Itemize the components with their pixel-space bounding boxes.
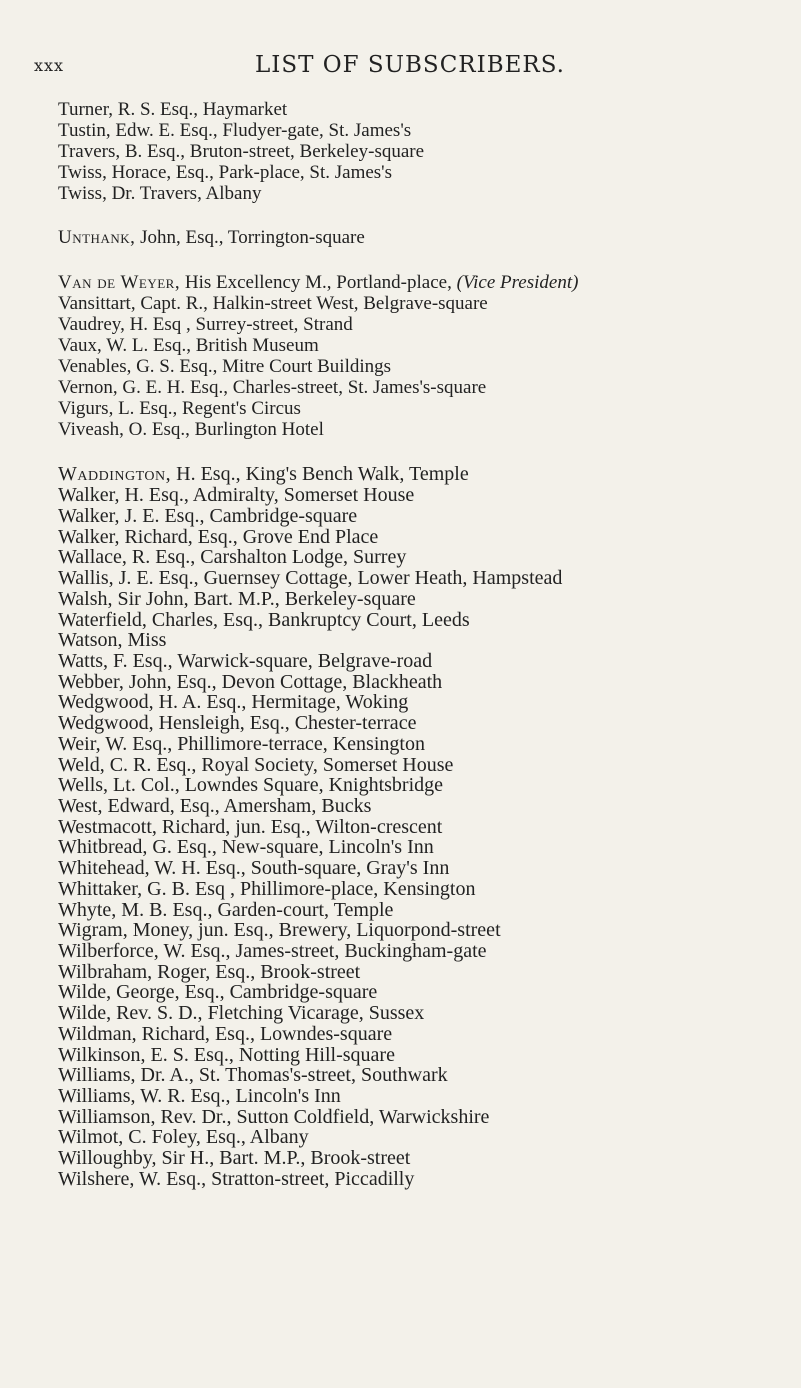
subscriber-entry: [58, 228, 798, 249]
subscriber-entry: [58, 142, 798, 163]
subscriber-name: Wedgwood, H. A.: [58, 691, 202, 714]
subscriber-address: Esq., Regent's Circus: [134, 397, 301, 419]
subscriber-note: (Vice President): [456, 272, 579, 294]
subscriber-name: Waterfield, Charles,: [58, 608, 218, 631]
subscriber-name: Wilbraham, Roger,: [58, 960, 211, 983]
subscriber-name: Walker, J. E.: [58, 504, 160, 527]
subscriber-entry: [58, 485, 798, 506]
subscriber-name: Vernon, G. E. H.: [58, 376, 186, 398]
subscriber-entry: [58, 982, 798, 1003]
subscriber-address: Bart. M.P., Brook-street: [214, 1147, 411, 1170]
subscriber-entry: [58, 920, 798, 941]
section-t: [58, 100, 798, 204]
subscriber-name: Watson, Miss: [58, 629, 167, 652]
subscriber-entry: [58, 1003, 798, 1024]
subscriber-address: Esq., Brewery, Liquorpond-street: [228, 919, 501, 942]
subscriber-address: Esq., Grove End Place: [192, 525, 379, 548]
subscriber-entry: [58, 184, 798, 205]
subscriber-address: Sutton Coldfield, Warwickshire: [231, 1105, 490, 1128]
subscriber-list: [58, 100, 798, 1190]
subscriber-entry: [58, 630, 798, 651]
subscriber-name: Wallis, J. E.: [58, 567, 154, 590]
subscriber-name: Vaudrey, H.: [58, 314, 149, 336]
subscriber-address: Esq., British Museum: [148, 335, 319, 357]
subscriber-name: Wilmot, C. Foley,: [58, 1126, 201, 1149]
subscriber-name: Williams, W. R.: [58, 1085, 186, 1108]
subscriber-address: His Excellency M., Portland-place,: [180, 272, 457, 294]
subscriber-entry: [58, 672, 798, 693]
subscriber-name: Wallace, R.: [58, 546, 151, 569]
subscriber-address: St. Thomas's-street, Southwark: [193, 1064, 448, 1087]
subscriber-entry: [58, 1045, 798, 1066]
subscriber-address: Albany: [201, 182, 262, 204]
subscriber-address: Esq., Lowndes-square: [209, 1022, 393, 1045]
subscriber-address: Esq , Surrey-street, Strand: [148, 314, 353, 336]
subscriber-entry: [58, 1148, 798, 1169]
subscriber-address: Esq., Albany: [200, 1126, 309, 1149]
subscriber-entry: [58, 1086, 798, 1107]
subscriber-name: Wilde, Rev. S. D.,: [58, 1002, 203, 1025]
subscriber-name: Wedgwood, Hensleigh,: [58, 712, 245, 735]
subscriber-entry: [58, 651, 798, 672]
subscriber-address: Esq., Bruton-street, Berkeley-square: [142, 140, 425, 162]
subscriber-name: Unthank,: [58, 227, 136, 249]
subscriber-entry: [58, 900, 798, 921]
subscriber-entry: [58, 1065, 798, 1086]
subscriber-entry: [58, 837, 798, 858]
subscriber-name: Whitehead, W. H.: [58, 857, 201, 880]
subscriber-name: Wigram, Money, jun.: [58, 919, 229, 942]
subscriber-entry: [58, 163, 798, 184]
subscriber-name: Webber, John,: [58, 670, 172, 693]
subscriber-name: Weir, W.: [58, 732, 128, 755]
subscriber-address: Esq., Notting Hill-square: [188, 1043, 395, 1066]
subscriber-entry: [58, 713, 798, 734]
subscriber-name: Whittaker, G. B.: [58, 877, 190, 900]
subscriber-address: Esq., Carshalton Lodge, Surrey: [150, 546, 407, 569]
subscriber-name: Viveash, O.: [58, 418, 148, 440]
subscriber-name: Willoughby, Sir H.,: [58, 1147, 215, 1170]
subscriber-address: John, Esq., Torrington-square: [135, 227, 365, 249]
subscriber-entry: [58, 796, 798, 817]
subscriber-address: Esq., Guernsey Cottage, Lower Heath, Hampstead: [153, 567, 563, 590]
subscriber-address: Esq., Chester-terrace: [244, 712, 417, 735]
section-v: [58, 273, 798, 440]
subscriber-name: Wilshere, W.: [58, 1167, 162, 1190]
subscriber-address: Esq., Stratton-street, Piccadilly: [161, 1167, 415, 1190]
subscriber-address: Lowndes Square, Knightsbridge: [179, 774, 444, 797]
subscriber-entry: [58, 1107, 798, 1128]
section-u: [58, 228, 798, 249]
subscriber-name: Wildman, Richard,: [58, 1022, 210, 1045]
subscriber-name: Weld, C. R.: [58, 753, 152, 776]
subscriber-address: Esq., Lincoln's Inn: [185, 1085, 341, 1108]
subscriber-entry: [58, 100, 798, 121]
subscriber-address: Halkin-street West, Belgrave-square: [207, 293, 488, 315]
subscriber-name: Van de Weyer,: [58, 272, 181, 294]
subscriber-entry: [58, 464, 798, 485]
subscriber-address: Esq., Amersham, Bucks: [174, 794, 372, 817]
subscriber-entry: [58, 879, 798, 900]
running-title: LIST OF SUBSCRIBERS.: [255, 52, 565, 78]
subscriber-address: Esq., Devon Cottage, Blackheath: [171, 670, 443, 693]
subscriber-name: West, Edward,: [58, 794, 175, 817]
subscriber-entry: [58, 315, 798, 336]
subscriber-name: Wilberforce, W.: [58, 940, 186, 962]
subscriber-entry: [58, 294, 798, 315]
subscriber-entry: [58, 755, 798, 776]
subscriber-name: Westmacott, Richard, jun.: [58, 815, 266, 838]
subscriber-address: Esq., Charles-street, St. James's-square: [185, 376, 487, 398]
subscriber-address: Esq., Fludyer-gate, St. James's: [174, 119, 412, 141]
subscriber-entry: [58, 568, 798, 589]
subscriber-name: Waddington,: [58, 463, 172, 486]
subscriber-name: Walsh, Sir John,: [58, 587, 189, 610]
subscriber-name: Walker, Richard,: [58, 525, 193, 548]
subscriber-address: Esq , Phillimore-place, Kensington: [189, 877, 476, 900]
subscriber-address: Bart. M.P., Berkeley-square: [188, 587, 416, 610]
subscriber-address: Esq., Cambridge-square: [159, 504, 358, 527]
subscriber-address: Fletching Vicarage, Sussex: [202, 1002, 425, 1025]
subscriber-address: Esq., Admiralty, Somerset House: [143, 484, 415, 507]
subscriber-entry: [58, 589, 798, 610]
subscriber-address: Esq., Cambridge-square: [179, 981, 378, 1004]
subscriber-entry: [58, 610, 798, 631]
subscriber-entry: [58, 506, 798, 527]
subscriber-entry: [58, 121, 798, 142]
subscriber-name: Vaux, W. L.: [58, 335, 149, 357]
subscriber-name: Wells, Lt. Col.,: [58, 774, 180, 797]
subscriber-address: Esq., Royal Society, Somerset House: [151, 753, 454, 776]
subscriber-entry: [58, 399, 798, 420]
subscriber-name: Twiss, Dr. Travers,: [58, 182, 202, 204]
subscriber-entry: [58, 357, 798, 378]
subscriber-address: Esq., Garden-court, Temple: [167, 898, 394, 921]
subscriber-entry: [58, 858, 798, 879]
subscriber-entry: [58, 527, 798, 548]
subscriber-address: Esq., Wilton-crescent: [265, 815, 443, 838]
subscriber-address: Esq., Brook-street: [210, 960, 361, 983]
subscriber-name: Vigurs, L.: [58, 397, 135, 419]
subscriber-address: Esq., James-street, Buckingham-gate: [185, 940, 487, 962]
page-number: xxx: [34, 56, 65, 75]
subscriber-entry: [58, 1127, 798, 1148]
subscriber-name: Turner, R. S.: [58, 99, 156, 120]
subscriber-entry: [58, 420, 798, 441]
subscriber-address: Esq., New-square, Lincoln's Inn: [171, 836, 434, 859]
subscriber-name: Vansittart, Capt. R.,: [58, 293, 208, 315]
subscriber-entry: [58, 273, 798, 294]
subscriber-address: Esq., Mitre Court Buildings: [174, 355, 392, 377]
subscriber-entry: [58, 817, 798, 838]
subscriber-entry: [58, 1024, 798, 1045]
subscriber-name: Twiss, Horace,: [58, 161, 172, 183]
subscriber-name: Tustin, Edw. E.: [58, 119, 175, 141]
subscriber-name: Venables, G. S.: [58, 355, 175, 377]
subscriber-name: Williamson, Rev. Dr.,: [58, 1105, 232, 1128]
page-header: [0, 52, 801, 82]
subscriber-entry: [58, 547, 798, 568]
subscriber-name: Wilde, George,: [58, 981, 180, 1004]
subscriber-name: Whyte, M. B.: [58, 898, 168, 921]
subscriber-name: Williams, Dr. A.,: [58, 1064, 194, 1087]
subscriber-entry: [58, 941, 798, 962]
subscriber-address: Esq., Haymarket: [155, 99, 288, 120]
subscriber-entry: [58, 734, 798, 755]
subscriber-address: Esq., Park-place, St. James's: [171, 161, 393, 183]
subscriber-entry: [58, 692, 798, 713]
subscriber-address: Esq., Phillimore-terrace, Kensington: [127, 732, 425, 755]
subscriber-name: Watts, F.: [58, 649, 128, 672]
subscriber-entry: [58, 336, 798, 357]
subscriber-address: Esq., Warwick-square, Belgrave-road: [127, 649, 433, 672]
subscriber-name: Wilkinson, E. S.: [58, 1043, 189, 1066]
subscriber-name: Travers, B.: [58, 140, 143, 162]
subscriber-address: Esq., South-square, Gray's Inn: [200, 857, 450, 880]
subscriber-entry: [58, 1169, 798, 1190]
subscriber-name: Whitbread, G.: [58, 836, 172, 859]
subscriber-address: Esq., Hermitage, Woking: [201, 691, 409, 714]
section-w: [58, 464, 798, 1189]
subscriber-name: Walker, H.: [58, 484, 144, 507]
subscriber-address: H. Esq., King's Bench Walk, Temple: [171, 463, 469, 486]
subscriber-entry: [58, 378, 798, 399]
subscriber-address: Esq., Bankruptcy Court, Leeds: [218, 608, 470, 631]
subscriber-entry: [58, 775, 798, 796]
subscriber-entry: [58, 962, 798, 983]
subscriber-address: Esq., Burlington Hotel: [147, 418, 324, 440]
